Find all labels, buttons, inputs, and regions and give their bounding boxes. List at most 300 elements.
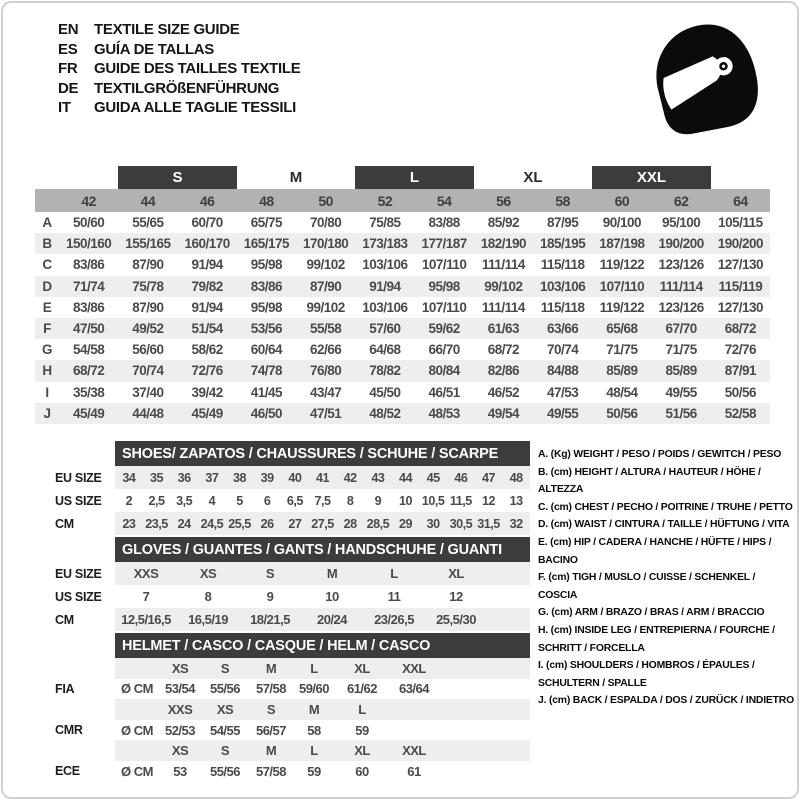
lang-code: ES <box>58 40 78 58</box>
shoes-eu-cell: 36 <box>177 470 191 485</box>
legend-item-f: F. (cm) TIGH / MUSLO / CUISSE / SCHENKEL / COSCIA <box>538 572 756 601</box>
gloves-cm-cell: 16,5/19 <box>188 612 228 627</box>
shoes-eu-cell: 47 <box>481 470 495 485</box>
shoes-cm-cell: 27 <box>288 516 302 531</box>
unit-label: Ø CM <box>121 722 153 738</box>
value-cell: 51/56 <box>665 405 697 421</box>
value-cell: 56/60 <box>132 342 164 358</box>
unit-label: Ø CM <box>121 763 153 779</box>
shoes-us-cell: 2 <box>125 493 133 508</box>
value-cell: 47/53 <box>546 384 579 400</box>
shoes-eu-cell: 46 <box>454 470 468 485</box>
value-cell: 47/51 <box>309 405 342 421</box>
value-cell: 45/49 <box>72 405 105 421</box>
gloves-cm-cell: 12,5/16,5 <box>121 612 171 627</box>
helmet-ece-sizes-label <box>55 740 115 761</box>
value-cell: 115/118 <box>540 257 585 273</box>
shoes-cm-cell: 26 <box>260 516 274 531</box>
legend-item-i: I. (cm) SHOULDERS / HOMBROS / ÉPAULES / SCHULTERN / SPALLE <box>538 660 755 689</box>
measure-row-h <box>35 360 770 381</box>
shoes-us-cell: 2,5 <box>148 493 165 508</box>
value-cell: 177/187 <box>421 236 467 252</box>
shoes-cm-cell: 30,5 <box>449 516 473 531</box>
gloves-eu-size-label: EU SIZE <box>55 566 102 581</box>
value-cell: 123/126 <box>658 299 704 315</box>
value-cell: 60/64 <box>250 342 283 358</box>
legend-item-d: D. (cm) WAIST / CINTURA / TAILLE / HÜFTUNG / VITA <box>538 519 790 531</box>
gloves-us-cell: 12 <box>449 589 463 604</box>
value-cell: 150/160 <box>65 236 112 252</box>
value-cell: 51/54 <box>191 321 223 337</box>
helmet-value-cell: 58 <box>307 722 321 738</box>
value-cell: 155/165 <box>125 236 171 252</box>
value-cell: 55/58 <box>309 321 342 337</box>
value-cell: 71/75 <box>606 342 638 358</box>
row-letter: H <box>42 363 52 379</box>
shoes-eu-cell: 43 <box>371 470 385 485</box>
value-cell: 83/88 <box>428 215 460 231</box>
size-header-cell: 56 <box>496 192 511 209</box>
legend-item-e: E. (cm) HIP / CADERA / HANCHE / HÜFTE / HIPS / BACINO <box>538 536 772 566</box>
shoes-us-cell: 5 <box>236 493 243 508</box>
value-cell: 95/98 <box>250 257 283 273</box>
legend-item-j: J. (cm) BACK / ESPALDA / DOS / ZURÜCK / INDIETRO <box>538 695 794 707</box>
unit-label <box>115 740 159 761</box>
shoes-eu-cell: 44 <box>398 470 412 485</box>
helmet-value-cell: 59/60 <box>298 681 330 697</box>
value-cell: 54/58 <box>72 342 105 358</box>
value-cell: 52/58 <box>724 405 757 421</box>
value-cell: 84/88 <box>546 363 579 379</box>
row-letter: E <box>42 299 52 315</box>
shoes-us-size-label: US SIZE <box>55 493 102 508</box>
size-header-cell: 62 <box>673 192 689 209</box>
value-cell: 76/80 <box>309 363 342 379</box>
helmet-standard-fia-label: FIA <box>55 681 75 696</box>
helmet-size-cell: S <box>266 701 276 717</box>
value-cell: 103/106 <box>539 278 586 294</box>
size-header-cell: 64 <box>733 192 748 209</box>
value-cell: 83/86 <box>72 257 105 273</box>
value-cell: 70/80 <box>309 215 342 231</box>
size-header-cell: 48 <box>259 192 274 209</box>
value-cell: 49/54 <box>487 405 520 421</box>
size-group-row <box>35 166 770 189</box>
value-cell: 111/114 <box>481 257 525 273</box>
gloves-cm-cell: 23/26,5 <box>374 612 414 627</box>
shoes-eu-cell: 40 <box>288 470 302 485</box>
value-cell: 57/60 <box>369 321 401 337</box>
value-cell: 75/85 <box>369 215 401 231</box>
value-cell: 85/92 <box>487 215 520 231</box>
value-cell: 107/110 <box>421 257 467 273</box>
helmet-size-cell: XL <box>354 743 370 759</box>
row-letter: I <box>45 384 49 400</box>
helmet-size-cell: M <box>308 701 320 717</box>
value-cell: 87/90 <box>309 278 342 294</box>
measure-row-c <box>35 254 770 275</box>
shoes-cm-cell: 25,5 <box>228 516 251 531</box>
gloves-us-size-label: US SIZE <box>55 589 102 604</box>
value-cell: 190/200 <box>717 236 764 252</box>
value-cell: 67/70 <box>665 321 697 337</box>
legend-item-c: C. (cm) CHEST / PECHO / POITRINE / TRUHE / PETTO <box>538 501 793 513</box>
helmet-fia-sizes-label <box>55 658 115 679</box>
gloves-title-bar: GLOVES / GUANTES / GANTS / HANDSCHUHE / GUANTI <box>115 537 530 562</box>
unit-label <box>115 699 159 720</box>
helmet-value-cell: 55/56 <box>209 763 241 779</box>
value-cell: 44/48 <box>132 405 164 421</box>
value-cell: 45/49 <box>191 405 223 421</box>
value-cell: 91/94 <box>191 257 223 273</box>
measure-row-i <box>35 382 770 403</box>
value-cell: 74/78 <box>250 363 283 379</box>
helmet-size-cell: XL <box>354 660 370 676</box>
helmet-value-cell: 57/58 <box>255 681 287 697</box>
size-header-corner <box>35 189 59 212</box>
value-cell: 47/50 <box>72 321 105 337</box>
value-cell: 68/72 <box>724 321 757 337</box>
value-cell: 99/102 <box>306 299 345 315</box>
unit-label <box>115 658 159 679</box>
unit-label: Ø CM <box>121 681 153 697</box>
gloves-cm-cell: 18/21,5 <box>250 612 290 627</box>
value-cell: 68/72 <box>487 342 520 358</box>
legend-item-h: H. (cm) INSIDE LEG / ENTREPIERNA / FOURCHE / SCHRITT / FORCELLA <box>538 624 775 654</box>
value-cell: 35/38 <box>72 384 105 400</box>
gloves-eu-cell-row <box>115 562 530 585</box>
value-cell: 70/74 <box>546 342 579 358</box>
shoes-us-cell: 13 <box>509 493 523 508</box>
value-cell: 79/82 <box>191 278 223 294</box>
value-cell: 103/106 <box>362 257 408 273</box>
main-size-table <box>35 166 770 424</box>
measure-row-j <box>35 403 770 424</box>
gloves-eu-cell: XXS <box>133 566 159 581</box>
helmet-size-cell: M <box>265 660 277 676</box>
value-cell: 50/60 <box>72 215 105 231</box>
value-cell: 165/175 <box>243 236 290 252</box>
gloves-eu-cell: XL <box>448 566 464 581</box>
shoes-cm-cell: 27,5 <box>311 516 334 531</box>
value-cell: 160/170 <box>184 236 230 252</box>
helmet-size-cell-row <box>115 699 530 720</box>
measure-row-a <box>35 212 770 233</box>
value-cell: 41/45 <box>250 384 283 400</box>
helmet-value-cell: 59 <box>355 722 369 738</box>
helmet-size-cell: L <box>358 701 366 717</box>
shoes-cm-cell: 30 <box>426 516 440 531</box>
shoes-us-cell: 10 <box>398 493 412 508</box>
lang-row-en <box>58 20 300 40</box>
shoes-cm-cell: 28,5 <box>366 516 390 531</box>
value-cell: 173/183 <box>362 236 408 252</box>
value-cell: 49/55 <box>665 384 697 400</box>
value-cell: 95/98 <box>250 299 283 315</box>
shoes-cm-cell: 31,5 <box>477 516 500 531</box>
helmet-value-cell: 56/57 <box>255 722 287 738</box>
size-group-xl: XL <box>523 169 543 186</box>
value-cell: 75/78 <box>132 278 164 294</box>
value-cell: 95/98 <box>428 278 460 294</box>
helmet-size-cell: L <box>310 660 318 676</box>
guide-title-es: GUÍA DE TALLAS <box>94 40 214 58</box>
value-cell: 70/74 <box>132 363 164 379</box>
gloves-cm-label: CM <box>55 612 74 627</box>
helmet-value-cell: 60 <box>355 763 369 779</box>
value-cell: 87/95 <box>546 215 579 231</box>
value-cell: 55/65 <box>132 215 164 231</box>
helmet-value-cell: 53 <box>173 763 187 779</box>
value-cell: 115/119 <box>718 278 763 294</box>
shoes-cm-cell: 23 <box>122 516 136 531</box>
value-cell: 111/114 <box>659 278 703 294</box>
guide-title-en: TEXTILE SIZE GUIDE <box>94 21 240 38</box>
helmet-value-cell: 63/64 <box>398 681 430 697</box>
size-header-row <box>35 189 770 212</box>
shoes-eu-cell: 34 <box>122 470 136 485</box>
value-cell: 58/62 <box>191 342 223 358</box>
size-header-cell: 44 <box>140 192 156 209</box>
legend-item-g: G. (cm) ARM / BRAZO / BRAS / ARM / BRACCIO <box>538 607 765 619</box>
shoes-cm-cell: 29 <box>398 516 412 531</box>
helmet-value-cell: 54/55 <box>209 722 241 738</box>
value-cell: 99/102 <box>484 278 523 294</box>
helmet-size-cell: L <box>310 743 318 759</box>
helmet-size-cell: XS <box>171 743 189 759</box>
guide-title-fr: GUIDE DES TAILLES TEXTILE <box>94 60 301 78</box>
shoes-eu-cell: 42 <box>343 470 357 485</box>
gloves-eu-cell: XS <box>199 566 217 581</box>
value-cell: 83/86 <box>250 278 283 294</box>
helmet-standard-cmr-label: CMR <box>55 723 83 738</box>
language-header <box>58 20 300 118</box>
row-letter: C <box>42 257 52 273</box>
value-cell: 82/86 <box>487 363 520 379</box>
measure-row-f <box>35 318 770 339</box>
value-cell: 83/86 <box>72 299 105 315</box>
size-header-cell: 42 <box>81 192 96 209</box>
value-cell: 64/68 <box>369 342 401 358</box>
value-cell: 87/90 <box>132 257 164 273</box>
size-group-s: S <box>118 166 237 189</box>
value-cell: 119/122 <box>599 299 645 315</box>
row-letter: A <box>42 215 52 231</box>
value-cell: 65/75 <box>250 215 283 231</box>
value-cell: 68/72 <box>72 363 105 379</box>
lang-code: DE <box>58 79 79 97</box>
helmet-standard-ece-label: ECE <box>55 764 80 779</box>
helmet-size-cell: M <box>265 743 277 759</box>
value-cell: 71/74 <box>72 278 105 294</box>
legend-item-b: B. (cm) HEIGHT / ALTURA / HAUTEUR / HÖHE / ALTEZZA <box>538 466 761 496</box>
helmet-size-cell: XXL <box>402 743 426 759</box>
size-group-m: M <box>289 169 303 186</box>
shoes-us-cell: 7,5 <box>314 493 331 508</box>
gloves-eu-cell: S <box>265 566 275 581</box>
value-cell: 39/42 <box>191 384 223 400</box>
value-cell: 50/56 <box>724 384 757 400</box>
value-cell: 53/56 <box>250 321 283 337</box>
shoes-cm-cell: 24 <box>177 516 191 531</box>
row-letter: J <box>43 405 51 421</box>
value-cell: 49/55 <box>546 405 579 421</box>
helmet-title-spacer <box>55 633 115 658</box>
shoes-us-cell: 6 <box>263 493 271 508</box>
helmet-value-cell: 55/56 <box>209 681 241 697</box>
value-cell: 48/53 <box>428 405 460 421</box>
shoes-us-cell: 11,5 <box>449 493 472 508</box>
helmet-size-cell-row <box>115 658 530 679</box>
helmet-value-cell: 53/54 <box>164 681 196 697</box>
shoes-us-cell: 12 <box>481 493 495 508</box>
value-cell: 59/62 <box>428 321 460 337</box>
helmet-size-cell: S <box>220 660 230 676</box>
size-group-l: L <box>355 166 474 189</box>
helmet-size-cell: S <box>220 743 230 759</box>
shoes-us-cell: 9 <box>374 493 382 508</box>
measurement-legend <box>538 446 796 710</box>
value-cell: 80/84 <box>428 363 460 379</box>
shoes-cm-cell: 32 <box>509 516 523 531</box>
value-cell: 190/200 <box>658 236 704 252</box>
measure-row-e <box>35 297 770 318</box>
size-header-cell: 54 <box>436 192 452 209</box>
value-cell: 46/52 <box>487 384 520 400</box>
value-cell: 45/50 <box>369 384 401 400</box>
value-cell: 37/40 <box>132 384 164 400</box>
helmet-cmr-sizes-label <box>55 699 115 720</box>
helmet-value-cell: 61/62 <box>346 681 378 697</box>
value-cell: 99/102 <box>306 257 345 273</box>
gloves-cm-cell: 25,5/30 <box>436 612 476 627</box>
guide-title-it: GUIDA ALLE TAGLIE TESSILI <box>94 99 296 117</box>
shoes-us-cell: 6,5 <box>286 493 303 508</box>
helmet-value-cell-row <box>115 720 530 741</box>
row-letter: B <box>42 236 52 252</box>
gloves-us-cell: 8 <box>204 589 212 604</box>
value-cell: 43/47 <box>309 384 342 400</box>
helmet-size-cell: XXS <box>167 701 193 717</box>
size-group-xxl: XXL <box>592 166 711 189</box>
value-cell: 62/66 <box>309 342 342 358</box>
gloves-us-cell: 10 <box>325 589 339 604</box>
lang-code: EN <box>58 21 79 38</box>
guide-title-de: TEXTILGRÖßENFÜHRUNG <box>94 79 280 97</box>
helmet-size-table <box>55 633 530 782</box>
value-cell: 107/110 <box>421 299 467 315</box>
value-cell: 61/63 <box>487 321 520 337</box>
size-header-cell: 46 <box>199 192 215 209</box>
value-cell: 65/68 <box>606 321 638 337</box>
row-letter: F <box>43 321 51 337</box>
shoes-eu-size-label: EU SIZE <box>55 470 102 485</box>
value-cell: 90/100 <box>602 215 642 231</box>
shoes-us-cell-row <box>115 489 530 512</box>
value-cell: 72/76 <box>724 342 757 358</box>
shoes-cm-cell: 24,5 <box>200 516 224 531</box>
value-cell: 50/56 <box>606 405 638 421</box>
shoes-title-spacer <box>55 441 115 466</box>
lang-row-es <box>58 40 300 60</box>
helmet-icon <box>645 16 767 140</box>
value-cell: 95/100 <box>661 215 701 231</box>
shoes-eu-cell-row <box>115 466 530 489</box>
size-header-cell: 52 <box>377 192 393 209</box>
value-cell: 170/180 <box>302 236 349 252</box>
value-cell: 91/94 <box>191 299 223 315</box>
shoes-cm-cell: 28 <box>343 516 357 531</box>
value-cell: 71/75 <box>665 342 697 358</box>
size-header-cell: 58 <box>555 192 570 209</box>
measure-row-b <box>35 233 770 254</box>
value-cell: 63/66 <box>546 321 579 337</box>
value-cell: 85/89 <box>606 363 638 379</box>
value-cell: 46/50 <box>250 405 283 421</box>
shoes-cm-label: CM <box>55 516 74 531</box>
shoes-eu-cell: 38 <box>232 470 246 485</box>
value-cell: 72/76 <box>191 363 223 379</box>
value-cell: 46/51 <box>428 384 460 400</box>
gloves-us-cell: 11 <box>387 589 401 604</box>
shoes-eu-cell: 45 <box>426 470 440 485</box>
shoes-cm-cell-row <box>115 512 530 535</box>
helmet-value-cell: 59 <box>307 763 321 779</box>
shoes-eu-cell: 41 <box>315 470 329 485</box>
value-cell: 115/118 <box>540 299 585 315</box>
value-cell: 87/91 <box>724 363 757 379</box>
helmet-icon-svg <box>645 16 767 140</box>
value-cell: 49/52 <box>132 321 164 337</box>
value-cell: 91/94 <box>369 278 401 294</box>
gloves-us-cell: 9 <box>266 589 274 604</box>
gloves-cm-cell-row <box>115 608 530 631</box>
lang-code: FR <box>58 60 78 78</box>
value-cell: 127/130 <box>717 257 764 273</box>
shoes-us-cell: 10,5 <box>421 493 445 508</box>
value-cell: 187/198 <box>599 236 645 252</box>
value-cell: 182/190 <box>480 236 527 252</box>
measure-row-d <box>35 276 770 297</box>
shoes-title-bar: SHOES/ ZAPATOS / CHAUSSURES / SCHUHE / SCARPE <box>115 441 530 466</box>
shoes-eu-cell: 35 <box>149 470 163 485</box>
value-cell: 107/110 <box>599 278 645 294</box>
legend-item-a: A. (Kg) WEIGHT / PESO / POIDS / GEWITCH / PESO <box>538 449 782 460</box>
helmet-size-cell-row <box>115 740 530 761</box>
size-header-cell: 60 <box>614 192 630 209</box>
value-cell: 48/52 <box>369 405 401 421</box>
helmet-size-cell: XS <box>216 701 234 717</box>
value-cell: 66/70 <box>428 342 460 358</box>
gloves-cm-cell: 20/24 <box>316 612 348 627</box>
row-letter: G <box>41 342 52 358</box>
gloves-title-spacer <box>55 537 115 562</box>
helmet-title-bar: HELMET / CASCO / CASQUE / HELM / CASCO <box>115 633 530 658</box>
gloves-us-cell-row <box>115 585 530 608</box>
value-cell: 185/195 <box>539 236 586 252</box>
measure-row-g <box>35 339 770 360</box>
lang-row-de <box>58 79 300 99</box>
gloves-eu-cell: M <box>326 566 338 581</box>
row-letter: D <box>42 278 52 294</box>
helmet-size-cell: XS <box>171 660 189 676</box>
shoes-eu-cell: 37 <box>205 470 219 485</box>
value-cell: 85/89 <box>665 363 697 379</box>
value-cell: 48/54 <box>606 384 638 400</box>
gloves-eu-cell: L <box>390 566 398 581</box>
helmet-value-cell-row <box>115 761 530 782</box>
shoes-size-table <box>55 441 530 535</box>
